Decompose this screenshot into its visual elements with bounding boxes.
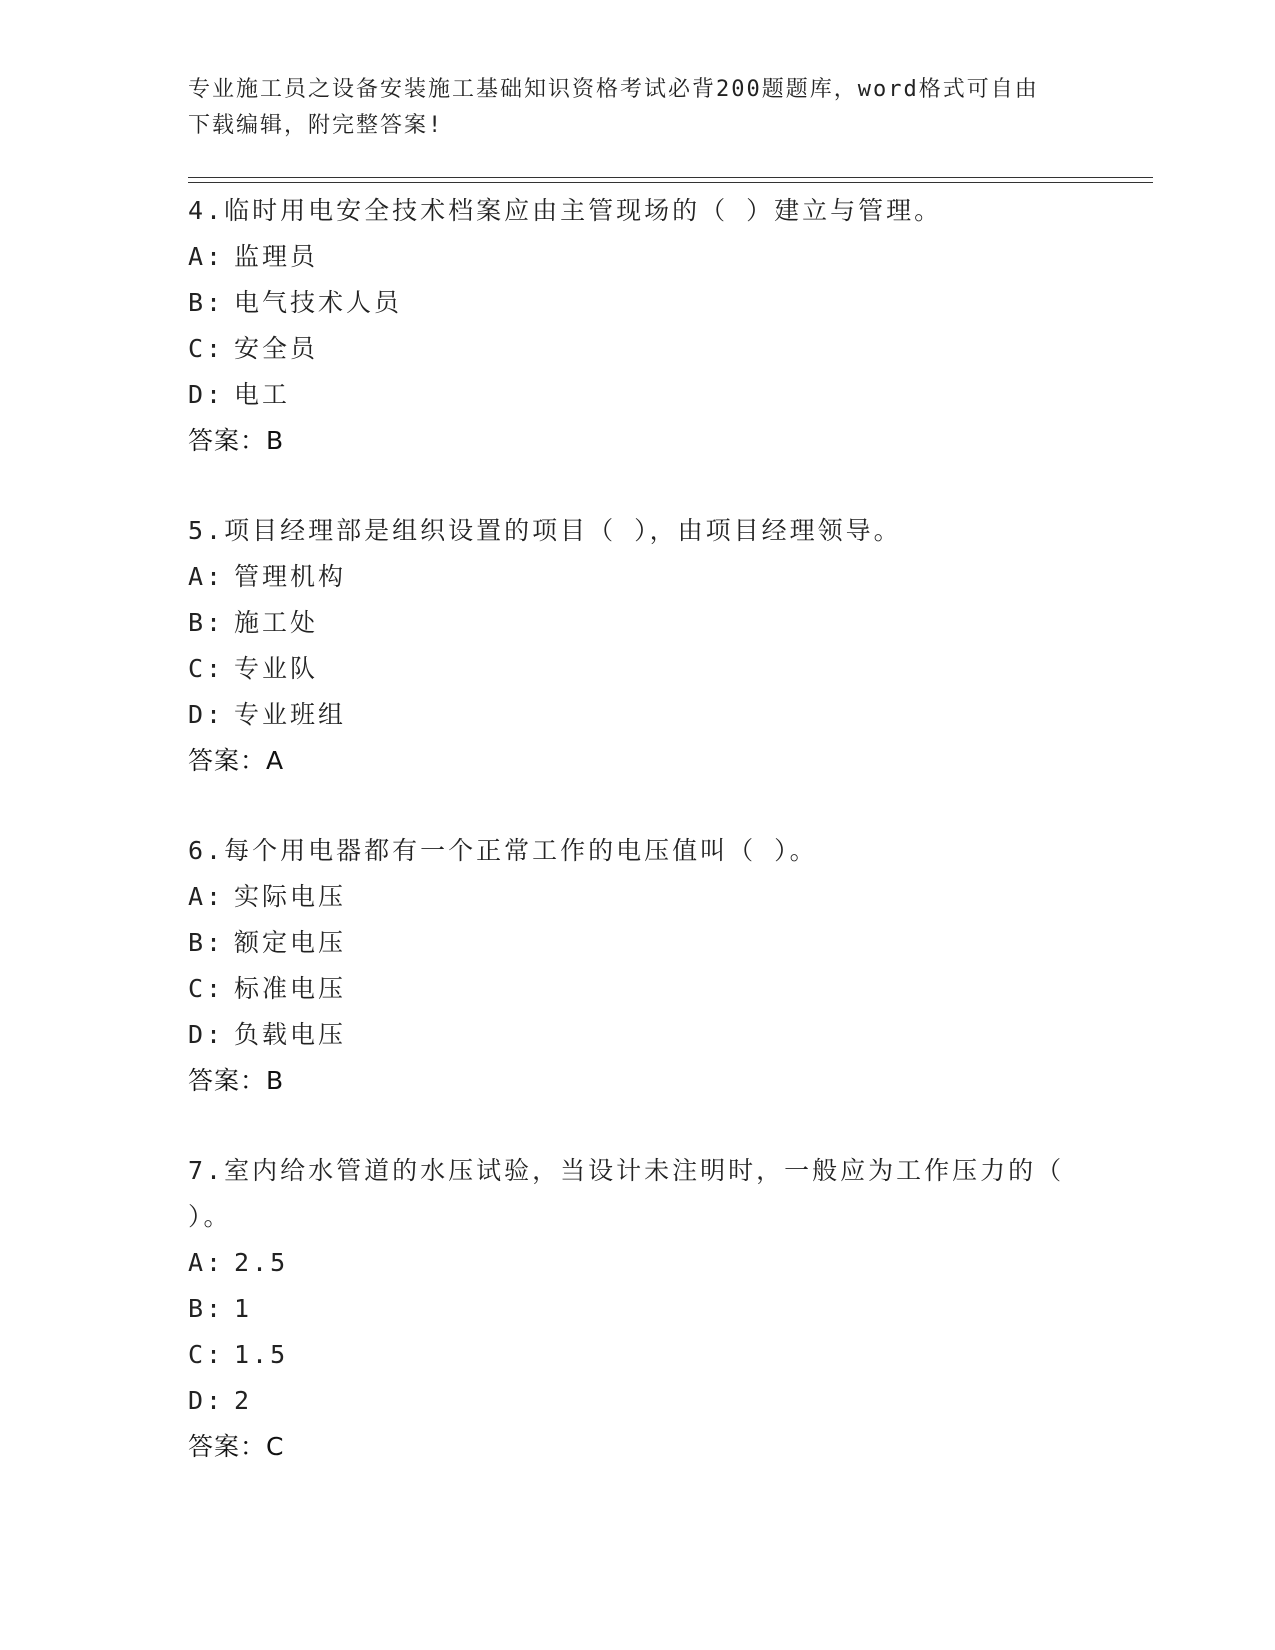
answer-line: 答案：C bbox=[188, 1432, 285, 1461]
document-header bbox=[188, 72, 1068, 144]
option-d bbox=[188, 692, 1088, 738]
option-letter: D: bbox=[188, 1020, 225, 1049]
option-a bbox=[188, 234, 1088, 280]
option-text: 2.5 bbox=[234, 1248, 289, 1277]
question-stem: 7.室内给水管道的水压试验，当设计未注明时，一般应为工作压力的（ ）。 bbox=[188, 1156, 1065, 1231]
option-a bbox=[188, 1240, 1088, 1286]
option-letter: A: bbox=[188, 562, 225, 591]
question-block bbox=[188, 1148, 1088, 1470]
option-d bbox=[188, 1012, 1088, 1058]
option-d bbox=[188, 372, 1088, 418]
question-block bbox=[188, 828, 1088, 1104]
option-letter: B: bbox=[188, 928, 225, 957]
option-text: 实际电压 bbox=[234, 882, 347, 911]
option-b bbox=[188, 280, 1088, 326]
option-c bbox=[188, 966, 1088, 1012]
option-text: 电气技术人员 bbox=[234, 288, 403, 317]
header-title-line2: 下载编辑，附完整答案! bbox=[188, 113, 444, 138]
option-text: 标准电压 bbox=[234, 974, 347, 1003]
question-stem: 5.项目经理部是组织设置的项目（ ），由项目经理领导。 bbox=[188, 516, 902, 545]
header-divider-top bbox=[188, 177, 1153, 178]
question-stem: 6.每个用电器都有一个正常工作的电压值叫（ ）。 bbox=[188, 836, 818, 865]
option-letter: C: bbox=[188, 654, 225, 683]
header-divider-bottom bbox=[188, 182, 1153, 183]
option-text: 2 bbox=[234, 1386, 253, 1415]
answer-line: 答案：B bbox=[188, 1066, 285, 1095]
option-a bbox=[188, 554, 1088, 600]
option-a bbox=[188, 874, 1088, 920]
option-text: 额定电压 bbox=[234, 928, 347, 957]
option-letter: B: bbox=[188, 608, 225, 637]
option-text: 负载电压 bbox=[234, 1020, 347, 1049]
option-letter: D: bbox=[188, 1386, 225, 1415]
option-letter: C: bbox=[188, 334, 225, 363]
option-text: 专业班组 bbox=[234, 700, 347, 729]
option-letter: D: bbox=[188, 380, 225, 409]
question-block bbox=[188, 188, 1088, 464]
answer-line: 答案：A bbox=[188, 746, 285, 775]
option-letter: B: bbox=[188, 288, 225, 317]
option-c bbox=[188, 1332, 1088, 1378]
option-b bbox=[188, 600, 1088, 646]
option-letter: B: bbox=[188, 1294, 225, 1323]
option-letter: D: bbox=[188, 700, 225, 729]
option-b bbox=[188, 1286, 1088, 1332]
option-text: 施工处 bbox=[234, 608, 319, 637]
option-letter: A: bbox=[188, 1248, 225, 1277]
option-text: 安全员 bbox=[234, 334, 319, 363]
option-letter: C: bbox=[188, 974, 225, 1003]
option-b bbox=[188, 920, 1088, 966]
answer-line: 答案：B bbox=[188, 426, 285, 455]
option-letter: A: bbox=[188, 242, 225, 271]
option-d bbox=[188, 1378, 1088, 1424]
option-letter: C: bbox=[188, 1340, 225, 1369]
option-c bbox=[188, 646, 1088, 692]
option-text: 专业队 bbox=[234, 654, 319, 683]
question-stem: 4.临时用电安全技术档案应由主管现场的（ ）建立与管理。 bbox=[188, 196, 943, 225]
option-text: 电工 bbox=[234, 380, 291, 409]
question-block bbox=[188, 508, 1088, 784]
option-c bbox=[188, 326, 1088, 372]
option-text: 监理员 bbox=[234, 242, 319, 271]
option-text: 1 bbox=[234, 1294, 253, 1323]
option-text: 1.5 bbox=[234, 1340, 289, 1369]
option-letter: A: bbox=[188, 882, 225, 911]
option-text: 管理机构 bbox=[234, 562, 347, 591]
header-title-line1: 专业施工员之设备安装施工基础知识资格考试必背200题题库，word格式可自由 bbox=[188, 77, 1039, 102]
